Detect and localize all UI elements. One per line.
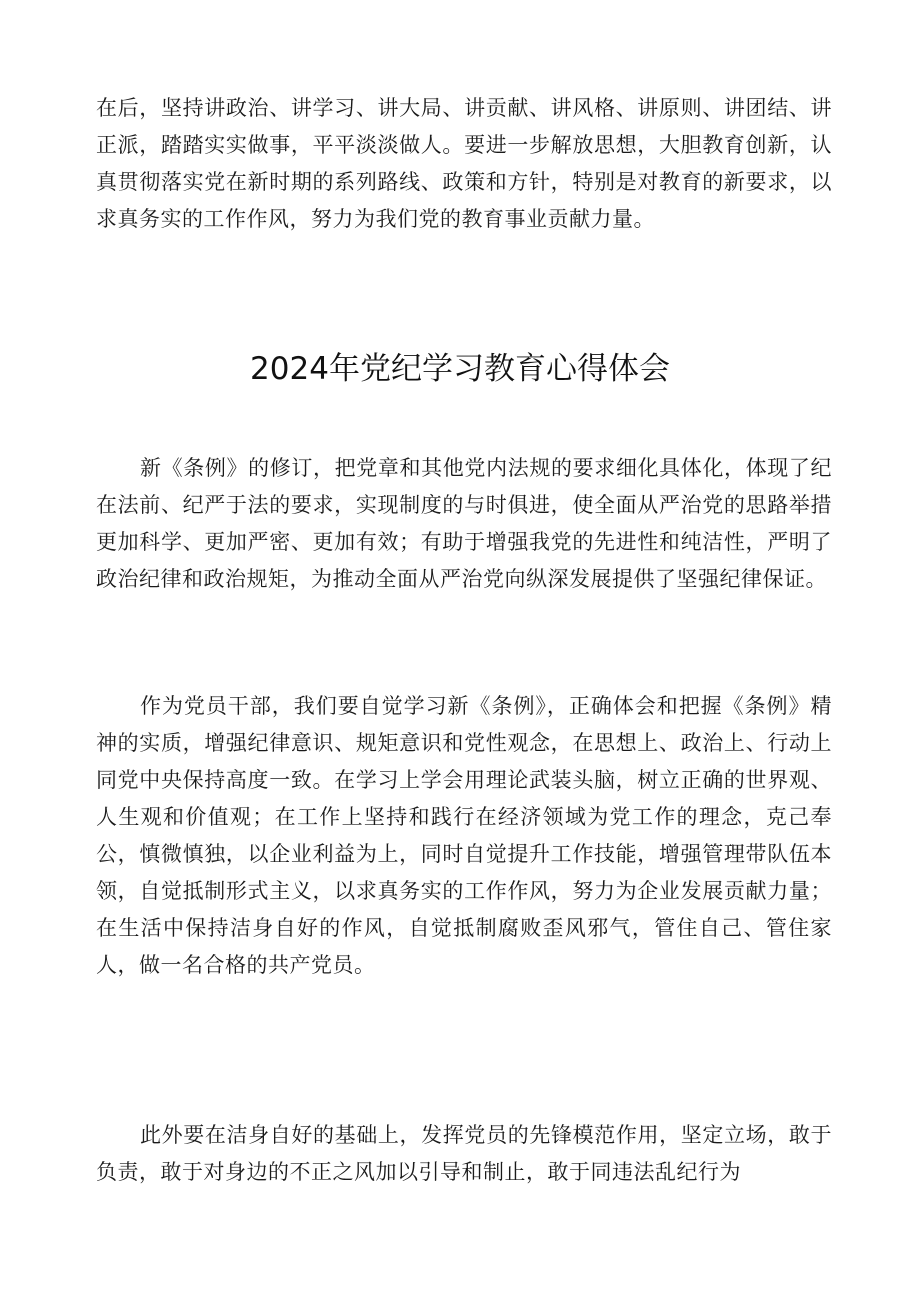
page-title: 2024年党纪学习教育心得体会: [250, 351, 670, 387]
body-paragraph: 作为党员干部，我们要自觉学习新《条例》，正确体会和把握《条例》精神的实质，增强纪律意识、规矩意识和党性观念，在思想上、政治上、行动上同党中央保持高度一致。在学习上学会用理论武装头脑，树立正确的世界观、人生观和价值观；在工作上坚持和践行在经济领域为党工作的理念，克己奉公，慎微慎独，以企业利益为上，同时自觉提升工作技能，增强管理带队伍本领，自觉抵制形式主义，以求真务实的工作作风，努力为企业发展贡献力量；在生活中保持洁身自好的作风，自觉抵制腐败歪风邪气，管住自己、管住家人，做一名合格的共产党员。: [96, 694, 832, 977]
body-paragraph: 新《条例》的修订，把党章和其他党内法规的要求细化具体化，体现了纪在法前、纪严于法的要求，实现制度的与时俱进，使全面从严治党的思路举措更加科学、更加严密、更加有效；有助于增强我党的先进性和纯洁性，严明了政治纪律和政治规矩，为推动全面从严治党向纵深发展提供了坚强纪律保证。: [96, 456, 832, 591]
continuation-paragraph: 在后，坚持讲政治、讲学习、讲大局、讲贡献、讲风格、讲原则、讲团结、讲正派，踏踏实实做事，平平淡淡做人。要进一步解放思想，大胆教育创新，认真贯彻落实党在新时期的系列路线、政策和方针，特别是对教育的新要求，以求真务实的工作作风，努力为我们党的教育事业贡献力量。: [96, 96, 832, 231]
body-paragraph: 此外要在洁身自好的基础上，发挥党员的先锋模范作用，坚定立场，敢于负责，敢于对身边的不正之风加以引导和制止，敢于同违法乱纪行为: [96, 1123, 832, 1184]
